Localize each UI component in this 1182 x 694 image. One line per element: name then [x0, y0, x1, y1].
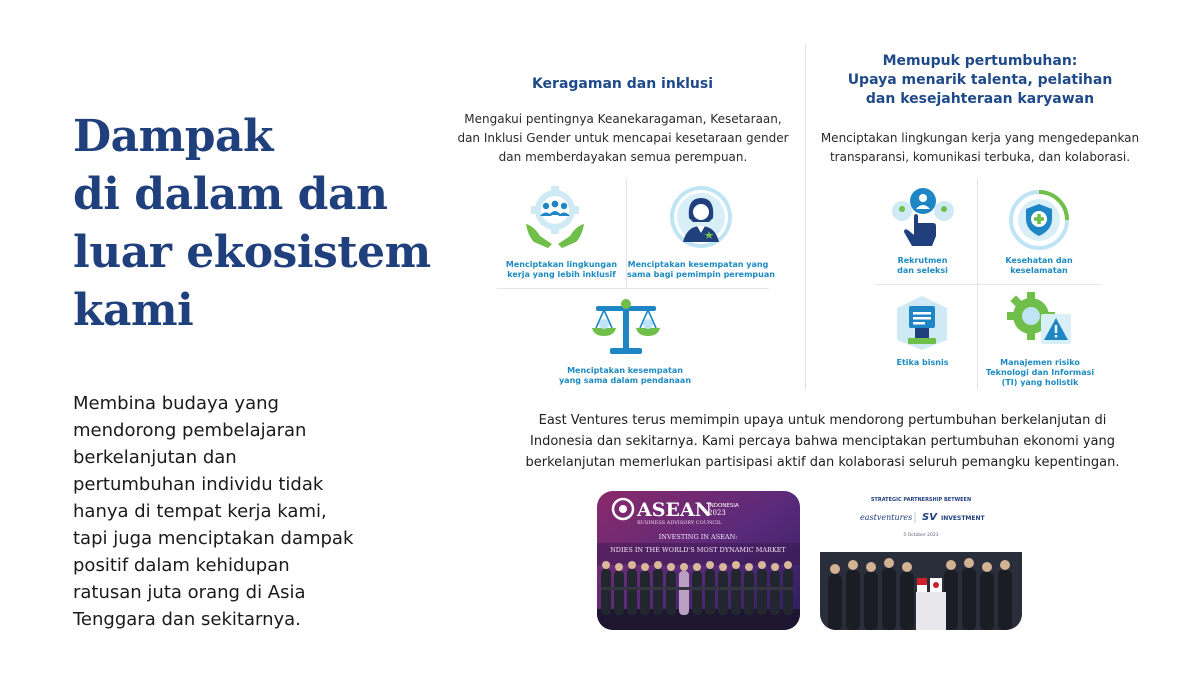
- intro-line: positif dalam kehidupan: [73, 555, 290, 576]
- grid-divider: [497, 288, 769, 289]
- caption-inclusive-workplace: [497, 260, 626, 280]
- balance-scale-icon: [588, 296, 664, 358]
- health-shield-icon: [1009, 190, 1069, 250]
- title-line: kami: [73, 285, 194, 336]
- caption-women-leaders: [627, 260, 775, 280]
- caption-equal-funding: [545, 366, 705, 386]
- caption-line: dan seleksi: [897, 266, 948, 275]
- asean-edition: INDONESIA: [708, 503, 739, 509]
- caption-recruitment: [875, 256, 970, 276]
- caption-line: sama bagi pemimpin perempuan: [627, 270, 775, 279]
- title-line: luar ekosistem: [73, 227, 431, 278]
- asean-council: BUSINESS ADVISORY COUNCIL: [637, 520, 722, 526]
- woman-leader-icon: [668, 184, 734, 250]
- caption-health-safety: [985, 256, 1093, 276]
- partnership-photo-image: [820, 490, 1022, 630]
- caption-line: Menciptakan lingkungan: [505, 260, 618, 269]
- desc-line: Menciptakan lingkungan kerja yang mengedepankan: [820, 131, 1140, 145]
- heading-line: dan kesejahteraan karyawan: [865, 91, 1095, 107]
- caption-line: Etika bisnis: [896, 358, 949, 367]
- footer-line: East Ventures terus memimpin upaya untuk mendorong pertumbuhan berkelanjutan di: [538, 413, 1107, 428]
- it-risk-gear-icon: [1005, 290, 1073, 350]
- intro-line: berkelanjutan dan: [73, 447, 237, 468]
- growth-heading: [820, 52, 1140, 109]
- desc-line: dan Inklusi Gender untuk mencapai kesetaraan gender: [457, 131, 789, 145]
- caption-line: Rekrutmen: [897, 256, 948, 265]
- intro-line: mendorong pembelajaran: [73, 420, 307, 441]
- partnership-event-photo: [820, 490, 1022, 630]
- caption-line: Teknologi dan Informasi: [985, 368, 1095, 377]
- sv-logo: SV: [922, 512, 937, 523]
- asean-banner-line2: NDIES IN THE WORLD'S MOST DYNAMIC MARKET: [610, 546, 786, 554]
- desc-line: dan memberdayakan semua perempuan.: [498, 150, 748, 164]
- caption-line: Manajemen risiko: [1000, 358, 1080, 367]
- footer-line: Indonesia dan sekitarnya. Kami percaya bahwa menciptakan pertumbuhan ekonomi yang: [530, 434, 1115, 449]
- heading-line: Memupuk pertumbuhan:: [882, 53, 1078, 69]
- intro-line: tapi juga menciptakan dampak: [73, 528, 354, 549]
- intro-line: pertumbuhan individu tidak: [73, 474, 324, 495]
- intro-paragraph: [73, 390, 383, 633]
- caption-line: Menciptakan kesempatan yang: [627, 260, 769, 269]
- asean-brand: ASEAN: [637, 499, 713, 521]
- page-title: [73, 108, 453, 340]
- heading-line: Upaya menarik talenta, pelatihan: [847, 72, 1113, 88]
- sv-investment-logo: INVESTMENT: [941, 515, 985, 522]
- caption-line: keselamatan: [1010, 266, 1068, 275]
- caption-line: yang sama dalam pendanaan: [558, 376, 692, 385]
- grid-divider: [875, 284, 1100, 285]
- east-ventures-logo: eastventures: [860, 513, 913, 522]
- caption-line: (TI) yang holistik: [1001, 378, 1079, 387]
- intro-line: Tenggara dan sekitarnya.: [73, 609, 301, 630]
- title-line: Dampak: [73, 111, 273, 162]
- diversity-heading-text: Keragaman dan inklusi: [531, 76, 714, 92]
- asean-photo-image: [597, 491, 800, 630]
- asean-year: 2023: [708, 509, 726, 517]
- intro-line: ratusan juta orang di Asia: [73, 582, 306, 603]
- desc-line: transparansi, komunikasi terbuka, dan kolaborasi.: [829, 150, 1131, 164]
- caption-it-risk: [980, 358, 1100, 388]
- footer-line: berkelanjutan memerlukan partisipasi aktif dan kolaborasi seluruh pemangku kepentingan.: [525, 455, 1120, 470]
- caption-line: Menciptakan kesempatan: [567, 366, 683, 375]
- diversity-heading: [460, 75, 785, 94]
- partnership-header: STRATEGIC PARTNERSHIP BETWEEN: [870, 497, 972, 503]
- diversity-description: [448, 110, 798, 167]
- column-divider: [805, 45, 806, 390]
- footer-paragraph: [500, 410, 1145, 473]
- caption-line: kerja yang lebih inklusif: [507, 270, 616, 279]
- team-gear-icon: [522, 184, 588, 250]
- recruitment-hand-icon: [890, 187, 956, 249]
- asean-banner-line1: INVESTING IN ASEAN:: [658, 533, 738, 541]
- title-line: di dalam dan: [73, 169, 388, 220]
- caption-line: Kesehatan dan: [1005, 256, 1073, 265]
- asean-event-photo: [597, 491, 800, 630]
- intro-line: Membina budaya yang: [73, 393, 279, 414]
- desc-line: Mengakui pentingnya Keanekaragaman, Kesetaraan,: [464, 112, 782, 126]
- growth-description: [815, 129, 1145, 167]
- business-ethics-icon: [893, 294, 951, 352]
- caption-business-ethics: [875, 358, 970, 368]
- partnership-date: 5 October 2023: [903, 533, 939, 538]
- intro-line: hanya di tempat kerja kami,: [73, 501, 327, 522]
